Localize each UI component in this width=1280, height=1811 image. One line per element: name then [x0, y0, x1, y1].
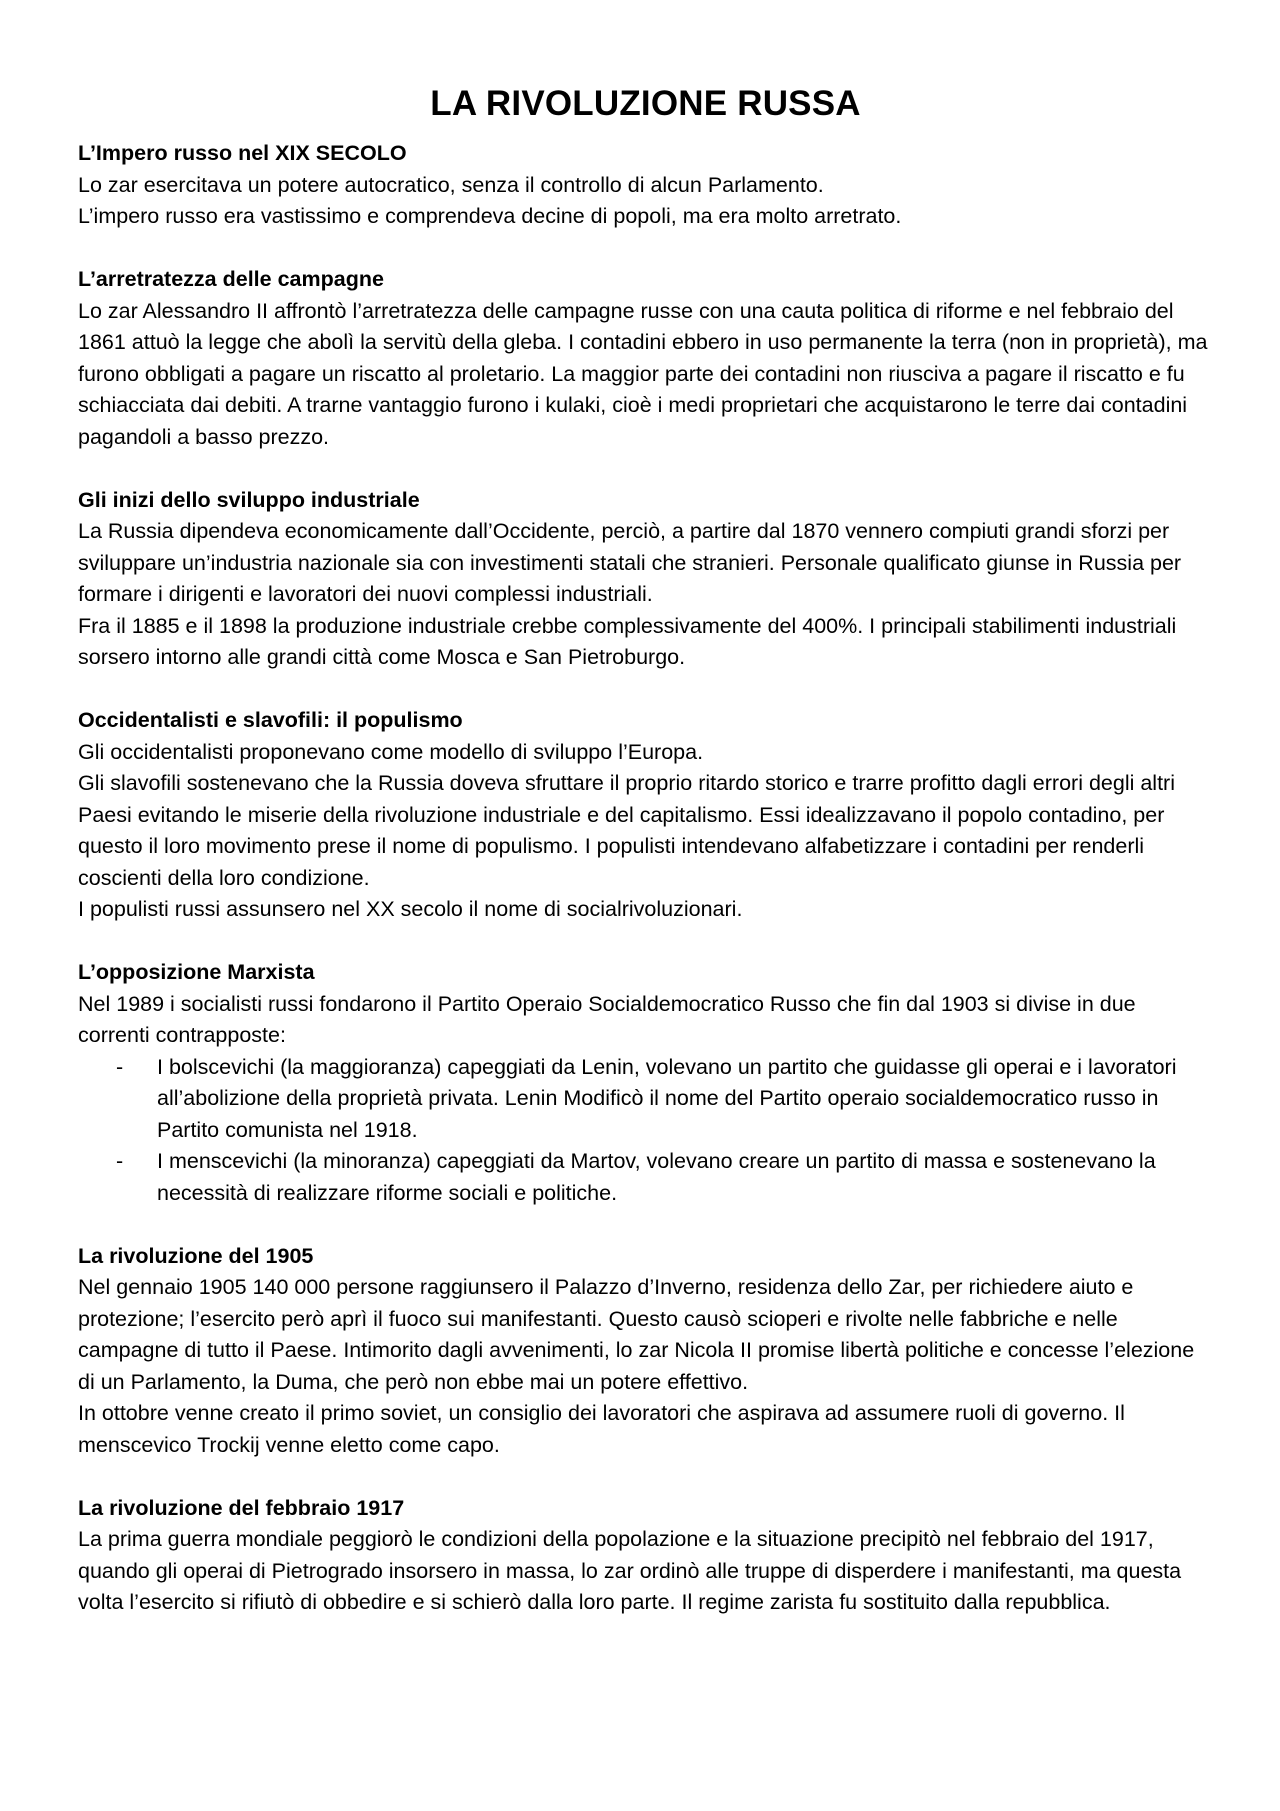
list-item-text: I bolscevichi (la maggioranza) capeggiati da Lenin, volevano un partito che guidasse gli operai e i lavoratori all’abolizione della proprietà privata. Lenin Modificò il nome del Partito operaio socialdemocratico russo in Partito comunista nel 1918.: [157, 1054, 1177, 1142]
section-impero-russo: [78, 138, 1213, 233]
section-heading: L’arretratezza delle campagne: [78, 267, 384, 291]
bullet-list: [78, 1052, 1213, 1210]
paragraph: Lo zar esercitava un potere autocratico, senza il controllo di alcun Parlamento.: [78, 172, 824, 197]
section-heading: La rivoluzione del febbraio 1917: [78, 1495, 405, 1520]
section-heading: Occidentalisti e slavofili: il populismo: [78, 708, 463, 732]
list-item-menscevichi: [78, 1146, 1213, 1209]
paragraph: La prima guerra mondiale peggiorò le condizioni della popolazione e la situazione precipitò nel febbraio del 1917, quando gli operai di Pietrogrado insorsero in massa, lo zar ordinò alle truppe di disperdere i manifestanti, ma questa volta l’esercito si rifiutò di obbedire e si schierò dalla loro parte. Il regime zarista fu sostituito dalla repubblica.: [78, 1527, 1182, 1614]
bullet-dash: -: [116, 1149, 124, 1173]
paragraph: Fra il 1885 e il 1898 la produzione industriale crebbe complessivamente del 400%. I principali stabilimenti industriali sorsero intorno alle grandi città come Mosca e San Pietroburgo.: [78, 613, 1177, 669]
paragraph: Gli occidentalisti proponevano come modello di sviluppo l’Europa.: [78, 739, 704, 764]
section-heading: Gli inizi dello sviluppo industriale: [78, 487, 420, 512]
section-sviluppo-industriale: [78, 485, 1213, 674]
list-item-text: I menscevichi (la minoranza) capeggiati da Martov, volevano creare un partito di massa e sostenevano la necessità di realizzare riforme sociali e politiche.: [157, 1149, 1156, 1205]
paragraph: Lo zar Alessandro II affrontò l’arretratezza delle campagne russe con una cauta politica di riforme e nel febbraio del 1861 attuò la legge che abolì la servitù della gleba. I contadini ebbero in uso permanente la terra (non in proprietà), ma furono obbligati a pagare un riscatto al proletario. La maggior parte dei contadini non riusciva a pagare il riscatto e fu schiacciata dai debiti. A trarne vantaggio furono i kulaki, cioè i medi proprietari che acquistarono le terre dai contadini pagandoli a basso prezzo.: [78, 298, 1208, 449]
section-populismo: [78, 705, 1213, 926]
section-arretratezza-campagne: [78, 264, 1213, 453]
section-rivoluzione-febbraio-1917: [78, 1493, 1213, 1619]
paragraph: I populisti russi assunsero nel XX secolo il nome di socialrivoluzionari.: [78, 897, 743, 921]
paragraph: In ottobre venne creato il primo soviet, un consiglio dei lavoratori che aspirava ad assumere ruoli di governo. Il menscevico Trockij venne eletto come capo.: [78, 1401, 1125, 1457]
section-rivoluzione-1905: [78, 1241, 1213, 1462]
paragraph: Gli slavofili sostenevano che la Russia doveva sfruttare il proprio ritardo storico e trarre profitto dagli errori degli altri Paesi evitando le miserie della rivoluzione industriale e del capitalismo. Essi idealizzavano il popolo contadino, per questo il loro movimento prese il nome di populismo. I populisti intendevano alfabetizzare i contadini per renderli coscienti della loro condizione.: [78, 771, 1175, 890]
document-page: [78, 78, 1213, 1650]
page-title: LA RIVOLUZIONE RUSSA: [430, 84, 861, 123]
list-item-bolscevichi: [78, 1052, 1213, 1147]
paragraph: Nel 1989 i socialisti russi fondarono il Partito Operaio Socialdemocratico Russo che fin dal 1903 si divise in due correnti contrapposte:: [78, 991, 1136, 1047]
section-heading: L’opposizione Marxista: [78, 960, 315, 984]
section-opposizione-marxista: [78, 957, 1213, 1209]
paragraph: Nel gennaio 1905 140 000 persone raggiunsero il Palazzo d’Inverno, residenza dello Zar, per richiedere aiuto e protezione; l’esercito però aprì il fuoco sui manifestanti. Questo causò scioperi e rivolte nelle fabbriche e nelle campagne di tutto il Paese. Intimorito dagli avvenimenti, lo zar Nicola II promise libertà politiche e concesse l’elezione di un Parlamento, la Duma, che però non ebbe mai un potere effettivo.: [78, 1275, 1195, 1394]
bullet-dash: -: [116, 1054, 124, 1079]
paragraph: La Russia dipendeva economicamente dall’Occidente, perciò, a partire dal 1870 vennero compiuti grandi sforzi per sviluppare un’industria nazionale sia con investimenti statali che stranieri. Personale qualificato giunse in Russia per formare i dirigenti e lavoratori dei nuovi complessi industriali.: [78, 519, 1182, 606]
paragraph: L’impero russo era vastissimo e comprendeva decine di popoli, ma era molto arretrato.: [78, 204, 902, 228]
section-heading: L’Impero russo nel XIX SECOLO: [78, 141, 407, 165]
section-heading: La rivoluzione del 1905: [78, 1243, 314, 1268]
